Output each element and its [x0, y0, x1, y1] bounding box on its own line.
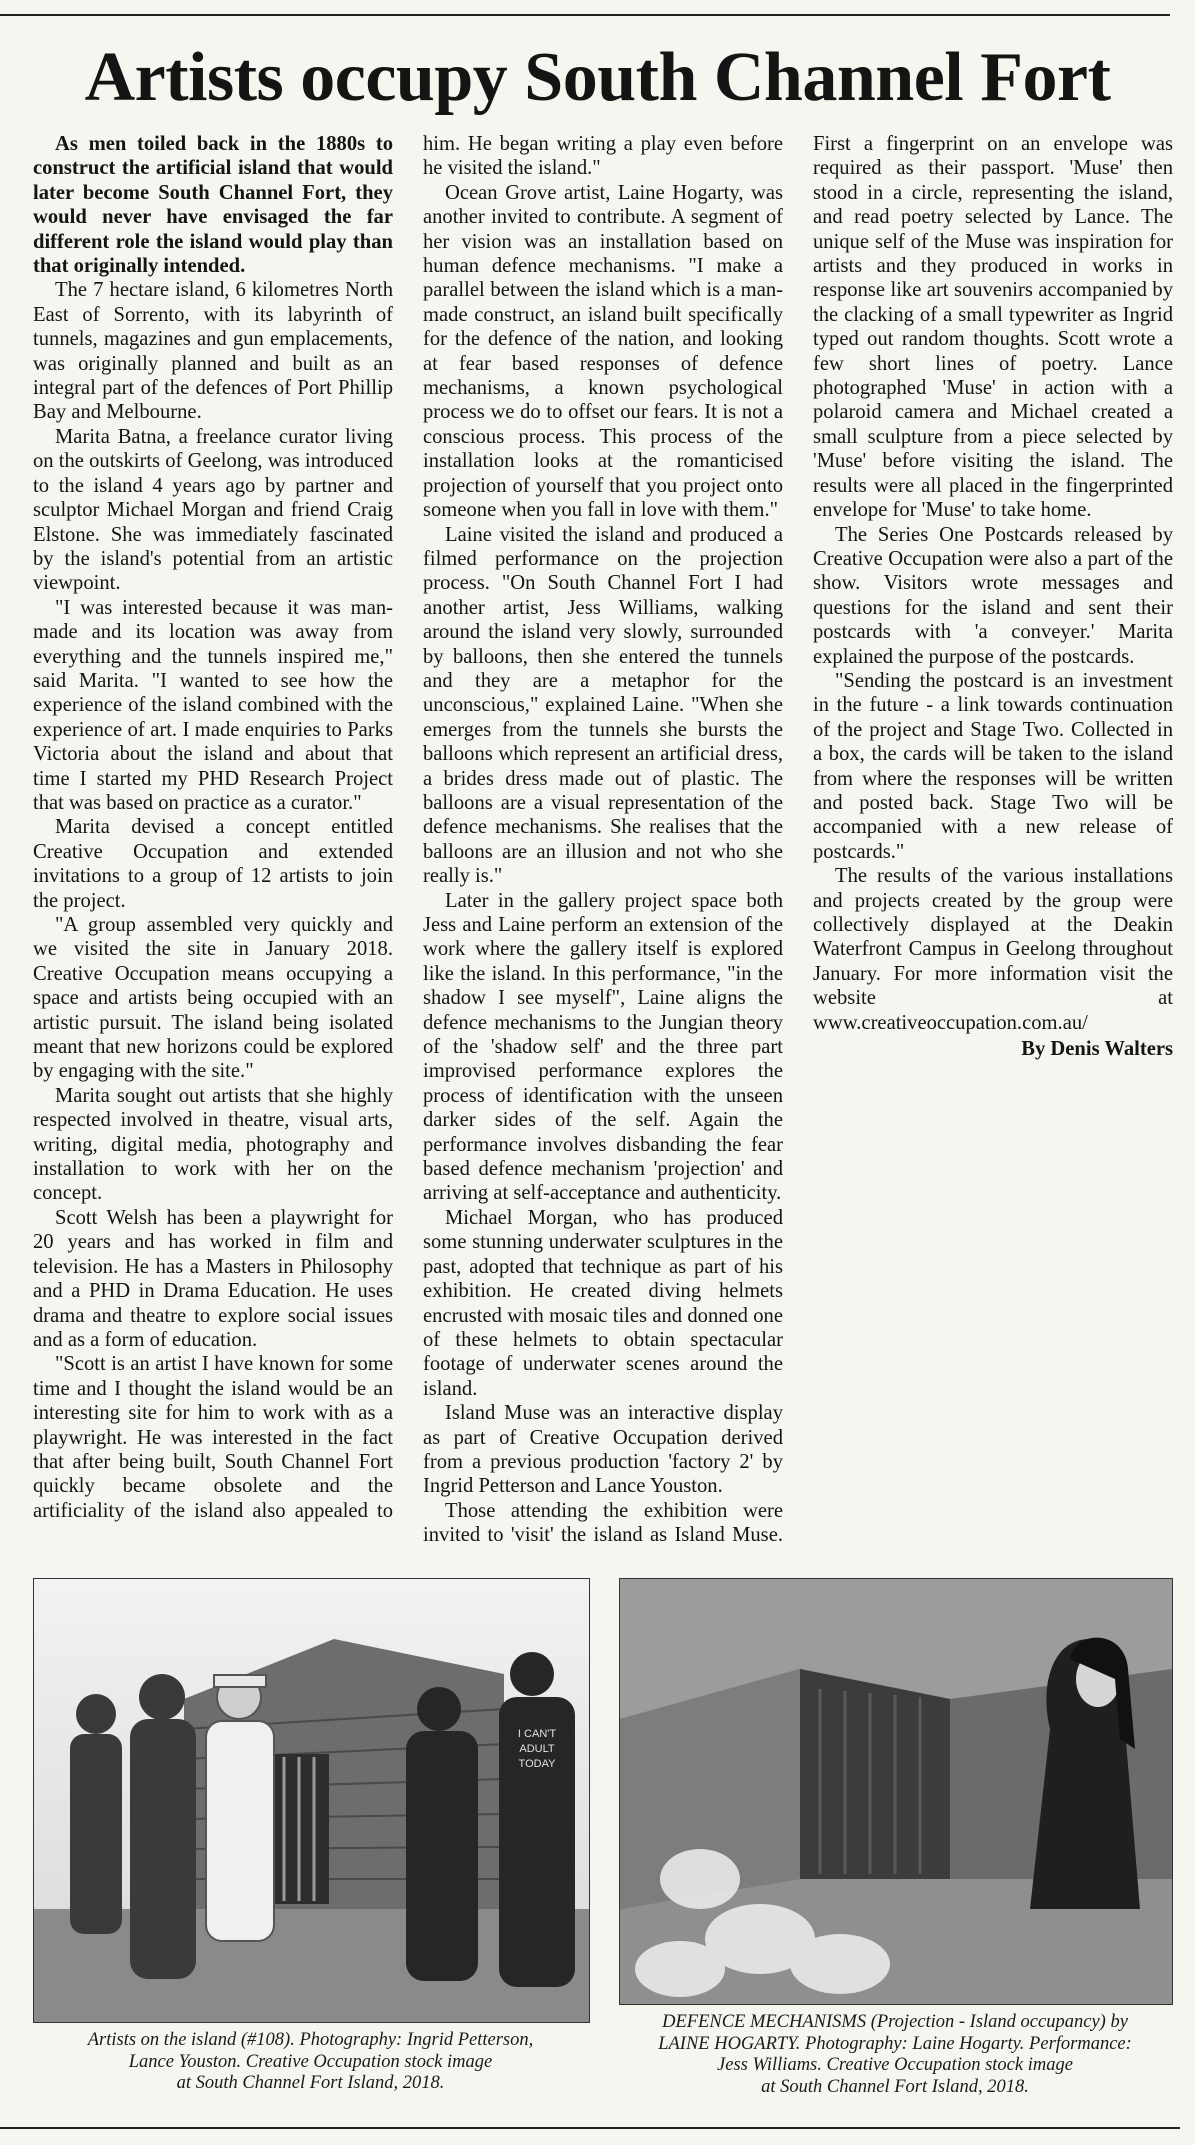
article-paragraph: "Scott is an artist I have known for some time and I thought the island would be an interesting site for him to work with as a playwright. He was interested in the fact that after being built, South Channel Fort quickly became obsolete and the artificiality of the island also appealed to him. He began writing a play even before he visited the island."	[33, 133, 783, 1522]
artists-photo	[33, 1578, 590, 2023]
article-paragraph: Later in the gallery project space both Jess and Laine perform an extension of the work where the gallery itself is explored like the island. In this performance, "in the shadow I see myself", Laine aligns the defence mechanisms to the Jungian theory of the 'shadow self' and the three part improvised performance explores the process of identification with the unseen darker sides of the self. Again the performance involves disbanding the fear based defence mechanism 'projection' and arriving at self-acceptance and authenticity.	[423, 889, 783, 1205]
article-paragraph: "A group assembled very quickly and we visited the site in January 2018. Creative Occupation means occupying a space and artists being occupied with an artistic pursuit. The island being isolated meant that new horizons could be explored by engaging with the site."	[33, 914, 393, 1083]
article-paragraph: Scott Welsh has been a playwright for 20 years and has worked in film and television. He has a Masters in Philosophy and a PHD in Drama Education. He uses drama and theatre to explore social issues and as a form of education.	[33, 1206, 393, 1351]
top-rule	[0, 14, 1170, 16]
artists-photo-image	[34, 1579, 589, 2022]
caption-line: DEFENCE MECHANISMS (Projection - Island occupancy) by	[662, 2012, 1128, 2032]
article-paragraph: Marita Batna, a freelance curator living on the outskirts of Geelong, was introduced to the island 4 years ago by partner and sculptor Michael Morgan and friend Craig Elstone. She was immediately fascinated by the island's potential from an artistic viewpoint.	[33, 425, 393, 595]
caption-line: at South Channel Fort Island, 2018.	[761, 2076, 1029, 2097]
lead-paragraph: As men toiled back in the 1880s to construct the artificial island that would later become South Channel Fort, they would never have envisaged the far different role the island would play than that originally intended.	[33, 133, 393, 278]
caption-line: LAINE HOGARTY. Photography: Laine Hogarty. Performance:	[658, 2033, 1132, 2054]
article-paragraph: Island Muse was an interactive display as part of Creative Occupation derived from a previous production 'factory 2' by Ingrid Petterson and Lance Youston.	[423, 1402, 783, 1498]
caption-line: at South Channel Fort Island, 2018.	[176, 2073, 445, 2094]
article-paragraph: Michael Morgan, who has produced some stunning underwater sculptures in the past, adopted that technique as part of his exhibition. He created diving helmets encrusted with mosaic tiles and donned one of these helmets to obtain spectacular footage of underwater scenes around the island.	[423, 1206, 783, 1400]
tshirt-text-line: TODAY	[518, 1758, 556, 1770]
tshirt-text-line: ADULT	[519, 1743, 555, 1755]
article-paragraph: Marita sought out artists that she highly respected involved in theatre, visual arts, writing, digital media, photography and installation to work with her on the concept.	[33, 1084, 393, 1205]
article-paragraph: Ocean Grove artist, Laine Hogarty, was another invited to contribute. A segment of her vision was an installation based on human defence mechanisms. "I make a parallel between the island which is a man-made construct, an island built specifically for the defence of the nation, and looking at fear based responses of defence mechanisms, a known psychological process we do to offset our fears. It is not a conscious process. This process of the installation looks at the romanticised projection of yourself that you project onto someone when you fall in love with them."	[423, 181, 783, 522]
article-paragraph: Those attending the exhibition were invited to 'visit' the island as Island Muse. First a fingerprint on an envelope was required as their passport. 'Muse' then stood in a circle, representing the island, and read poetry selected by Lance. The unique self of the Muse was inspiration for artists and they produced in works in response like art souvenirs accompanied by the clacking of a small typewriter as Ingrid typed out random thoughts. Scott wrote a few short lines of poetry. Lance photographed 'Muse' in action with a polaroid camera and Michael created a small sculpture from a piece selected by 'Muse' before visiting the island. The results were all placed in the fingerprinted envelope for 'Muse' to take home.	[423, 133, 1173, 1547]
headline: Artists occupy South Channel Fort	[84, 39, 1111, 116]
caption-line: Jess Williams. Creative Occupation stock image	[717, 2055, 1073, 2076]
caption-line: Lance Youston. Creative Occupation stock image	[128, 2051, 493, 2072]
article-paragraph: Laine visited the island and produced a filmed performance on the projection process. "On South Channel Fort I had another artist, Jess Williams, walking around the island very slowly, surrounded by balloons, then she entered the tunnels and they are a metaphor for the unconscious," explained Laine. "When she emerges from the tunnels she bursts the balloons which represent an artificial dress, a brides dress made out of plastic. The balloons are a visual representation of the defence mechanisms. She realises that the balloons are an illusion and not who she really is."	[423, 523, 783, 888]
caption-line: Artists on the island (#108). Photography: Ingrid Petterson,	[87, 2030, 534, 2050]
article-paragraph: The 7 hectare island, 6 kilometres North East of Sorrento, with its labyrinth of tunnels, magazines and gun emplacements, was originally planned and built as an integral part of the defences of Port Phillip Bay and Melbourne.	[33, 279, 393, 424]
article-paragraph: The results of the various installations and projects created by the group were collectively displayed at the Deakin Waterfront Campus in Geelong throughout January. For more information visit the website at www.creativeoccupation.com.au/	[813, 865, 1173, 1034]
article-paragraph: "I was interested because it was man-made and its location was away from everything and the tunnels inspired me," said Marita. "I wanted to see how the experience of the island combined with the experience of art. I made enquiries to Parks Victoria about the island and about that time I started my PHD Research Project that was based on practice as a curator."	[33, 596, 393, 814]
bottom-rule	[0, 2127, 1180, 2129]
byline: By Denis Walters	[1021, 1038, 1173, 1061]
defence-mechanisms-photo-image	[620, 1579, 1172, 2004]
article-body	[33, 132, 1173, 1562]
artists-photo-caption	[33, 2030, 588, 2095]
defence-mechanisms-photo-caption	[619, 2012, 1171, 2098]
article-paragraph: The Series One Postcards released by Creative Occupation were also a part of the show. Visitors wrote messages and questions for the island and sent their postcards with 'a conveyer.' Marita explained the purpose of the postcards.	[813, 523, 1173, 668]
article-paragraph: "Sending the postcard is an investment in the future - a link towards continuation of the project and Stage Two. Collected in a box, the cards will be taken to the island from where the responses will be written and posted back. Stage Two will be accompanied with a new release of postcards."	[813, 669, 1173, 863]
article-paragraph: Marita devised a concept entitled Creative Occupation and extended invitations to a group of 12 artists to join the project.	[33, 816, 393, 912]
tshirt-text-line: I CAN'T	[517, 1728, 557, 1740]
defence-mechanisms-photo	[619, 1578, 1173, 2005]
